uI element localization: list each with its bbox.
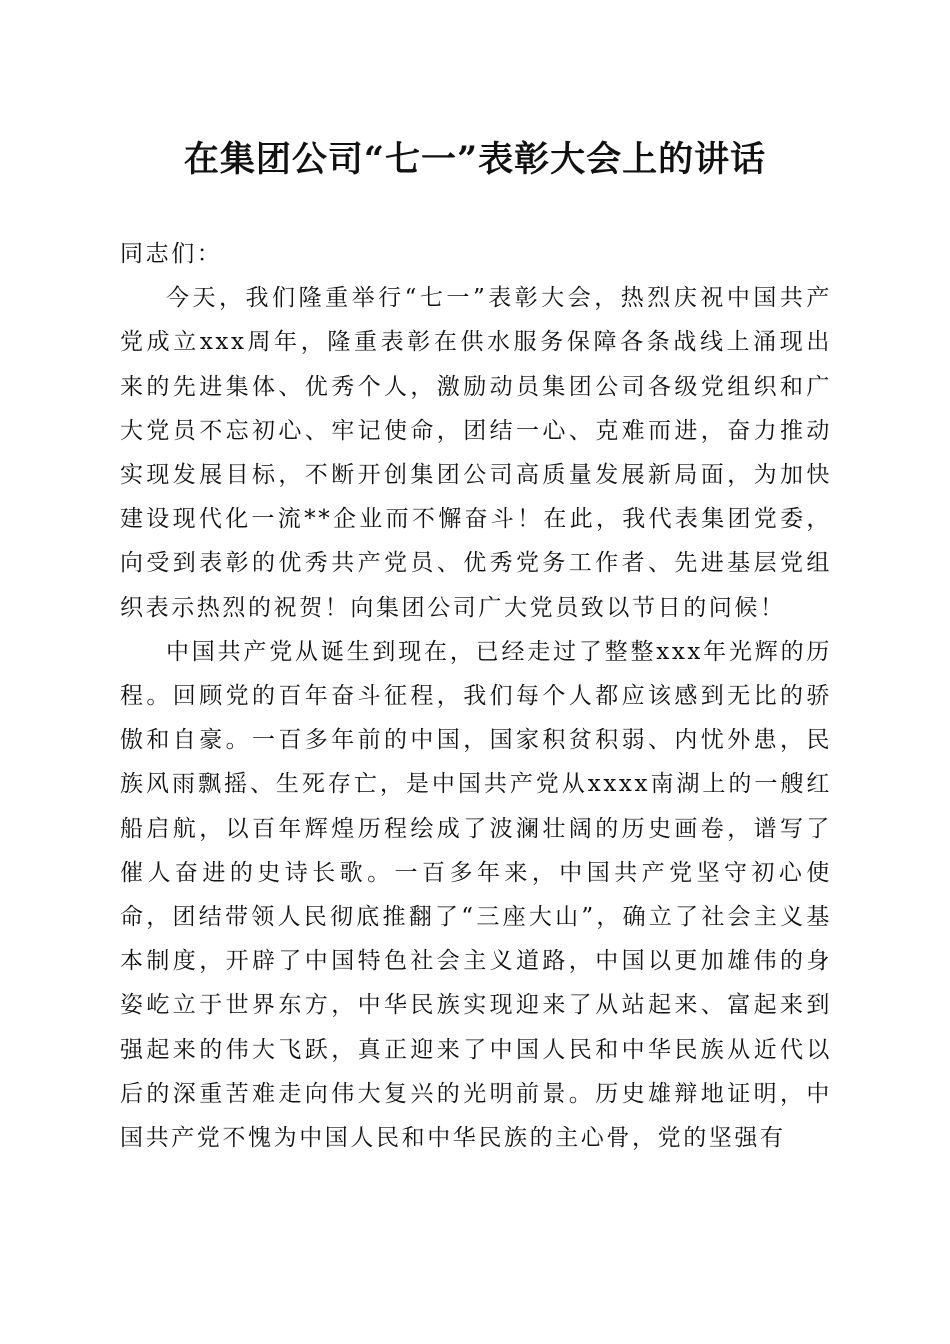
paragraph-1: 今天，我们隆重举行“七一”表彰大会，热烈庆祝中国共产党成立xxx周年，隆重表彰在供水服务保障各条战线上涌现出来的先进集体、优秀个人，激励动员集团公司各级党组织和广大党员不忘初心、牢记使命，团结一心、克难而进，奋力推动实现发展目标，不断开创集团公司高质量发展新局面，为加快建设现代化一流**企业而不懈奋斗！在此，我代表集团党委，向受到表彰的优秀共产党员、优秀党务工作者、先进基层党组织表示热烈的祝贺！向集团公司广大党员致以节日的问候！ — [120, 285, 832, 621]
document-body — [120, 232, 832, 1160]
salutation: 同志们： — [120, 241, 223, 267]
page-title: 在集团公司“七一”表彰大会上的讲话 — [183, 139, 767, 180]
paragraph-2: 中国共产党从诞生到现在，已经走过了整整xxx年光辉的历程。回顾党的百年奋斗征程，我们每个人都应该感到无比的骄傲和自豪。一百多年前的中国，国家积贫积弱、内忧外患，民族风雨飘摇、生死存亡，是中国共产党从xxxx南湖上的一艘红船启航，以百年辉煌历程绘成了波澜壮阔的历史画卷，谱写了催人奋进的史诗长歌。一百多年来，中国共产党坚守初心使命，团结带领人民彻底推翻了“三座大山”，确立了社会主义基本制度，开辟了中国特色社会主义道路，中国以更加雄伟的身姿屹立于世界东方，中华民族实现迎来了从站起来、富起来到强起来的伟大飞跃，真正迎来了中国人民和中华民族从近代以后的深重苦难走向伟大复兴的光明前景。历史雄辩地证明，中国共产党不愧为中国人民和中华民族的主心骨，党的坚强有 — [120, 638, 832, 1152]
